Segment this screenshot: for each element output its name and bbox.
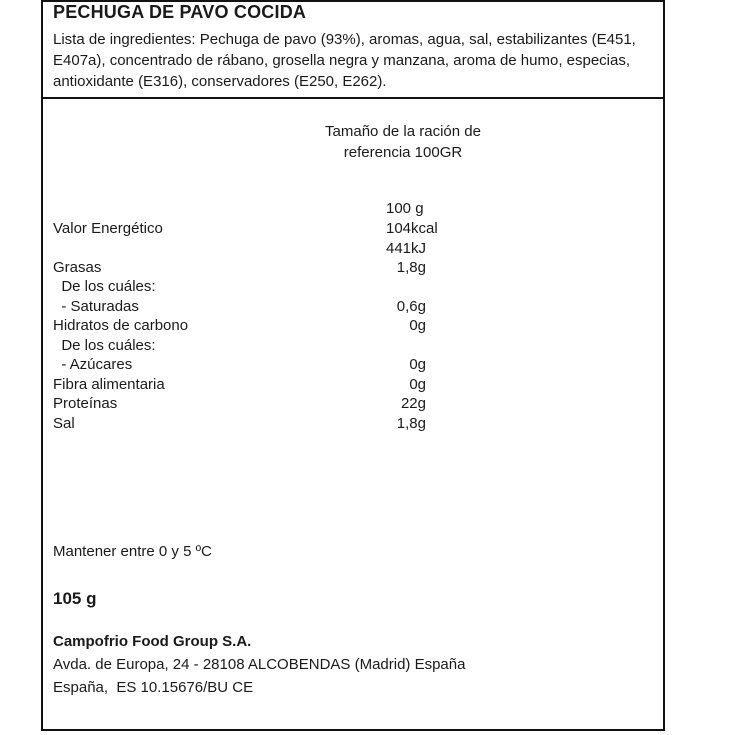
- serving-size-line-2: referencia 100GR: [343, 144, 463, 161]
- manufacturer-name: Campofrio Food Group S.A.: [53, 633, 252, 650]
- nutrition-label-energy: Valor Energético: [53, 220, 163, 237]
- nutrition-value-fibre: 0g: [409, 376, 426, 393]
- nutrition-value-energy-kj: 441kJ: [386, 240, 427, 257]
- nutrition-value-energy-kcal: 104kcal: [386, 220, 438, 237]
- nutrition-value-salt: 1,8g: [396, 415, 426, 432]
- nutrition-value-carbohydrate: 0g: [409, 317, 426, 334]
- nutrition-label-protein: Proteínas: [53, 395, 118, 412]
- nutrition-value-protein: 22g: [400, 395, 426, 412]
- serving-size-line-1: Tamaño de la ración de: [325, 123, 481, 140]
- manufacturer-address: Avda. de Europa, 24 - 28108 ALCOBENDAS (Madrid) España: [53, 656, 466, 673]
- nutrition-label-salt: Sal: [53, 415, 75, 432]
- nutrition-value-saturates: 0,6g: [396, 298, 426, 315]
- nutrition-label-saturates: - Saturadas: [53, 298, 139, 315]
- nutrition-value-sugars: 0g: [409, 356, 426, 373]
- nutrition-label-fibre: Fibra alimentaria: [53, 376, 165, 393]
- per-100g-header: 100 g: [386, 200, 424, 217]
- ingredients-list: Lista de ingredientes: Pechuga de pavo (93%), aromas, agua, sal, estabilizantes (E451, E407a), concentrado de rábano, grosella negra y manzana, aroma de humo, especias, antioxidante (E316), conservadores (E250, E262).: [53, 31, 636, 90]
- nutrition-value-fat: 1,8g: [396, 259, 426, 276]
- product-title: PECHUGA DE PAVO COCIDA: [53, 2, 307, 22]
- nutrition-label-carbohydrate: Hidratos de carbono: [53, 317, 189, 334]
- storage-instructions: Mantener entre 0 y 5 ºC: [53, 543, 212, 560]
- nutrition-label-sugars: - Azúcares: [53, 356, 133, 373]
- nutrition-label-of-which: De los cuáles:: [53, 278, 156, 295]
- net-weight: 105 g: [53, 589, 97, 608]
- nutrition-label-fat: Grasas: [53, 259, 102, 276]
- health-registry: España, ES 10.15676/BU CE: [53, 679, 254, 696]
- nutrition-label-of-which-2: De los cuáles:: [53, 337, 156, 354]
- serving-size: [300, 121, 506, 163]
